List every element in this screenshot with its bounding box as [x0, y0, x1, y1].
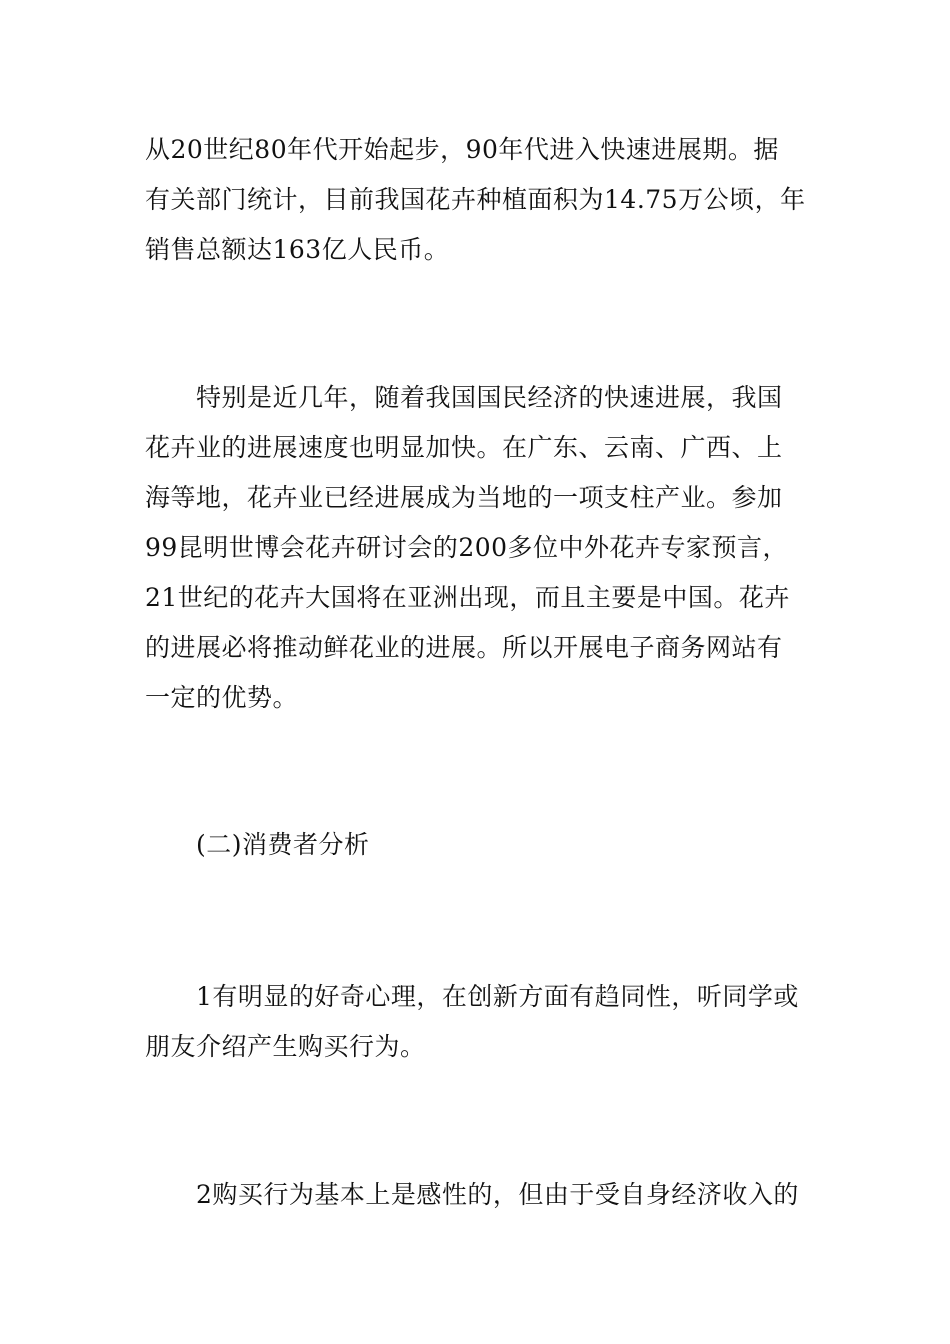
paragraph-line: 特别是近几年，随着我国国民经济的快速进展，我国 [196, 383, 783, 412]
section-heading: (二)消费者分析 [196, 830, 370, 859]
paragraph-line: 朋友介绍产生购买行为。 [145, 1032, 426, 1061]
paragraph-line: 99昆明世博会花卉研讨会的200多位中外花卉专家预言， [145, 533, 789, 562]
paragraph-line: 海等地，花卉业已经进展成为当地的一项支柱产业。参加 [145, 483, 783, 512]
paragraph-line: 的进展必将推动鲜花业的进展。所以开展电子商务网站有 [145, 633, 783, 662]
paragraph-line: 有关部门统计，目前我国花卉种植面积为14.75万公顷，年 [145, 185, 806, 214]
paragraph-line: 21世纪的花卉大国将在亚洲出现，而且主要是中国。花卉 [145, 583, 790, 612]
paragraph-line: 花卉业的进展速度也明显加快。在广东、云南、广西、上 [145, 433, 783, 462]
paragraph-line: 从20世纪80年代开始起步，90年代进入快速进展期。据 [145, 135, 779, 164]
paragraph-line: 2购买行为基本上是感性的，但由于受自身经济收入的 [196, 1180, 799, 1209]
paragraph-line: 一定的优势。 [145, 683, 299, 712]
paragraph-line: 销售总额达163亿人民币。 [145, 235, 450, 264]
paragraph-line: 1有明显的好奇心理，在创新方面有趋同性，听同学或 [196, 982, 799, 1011]
